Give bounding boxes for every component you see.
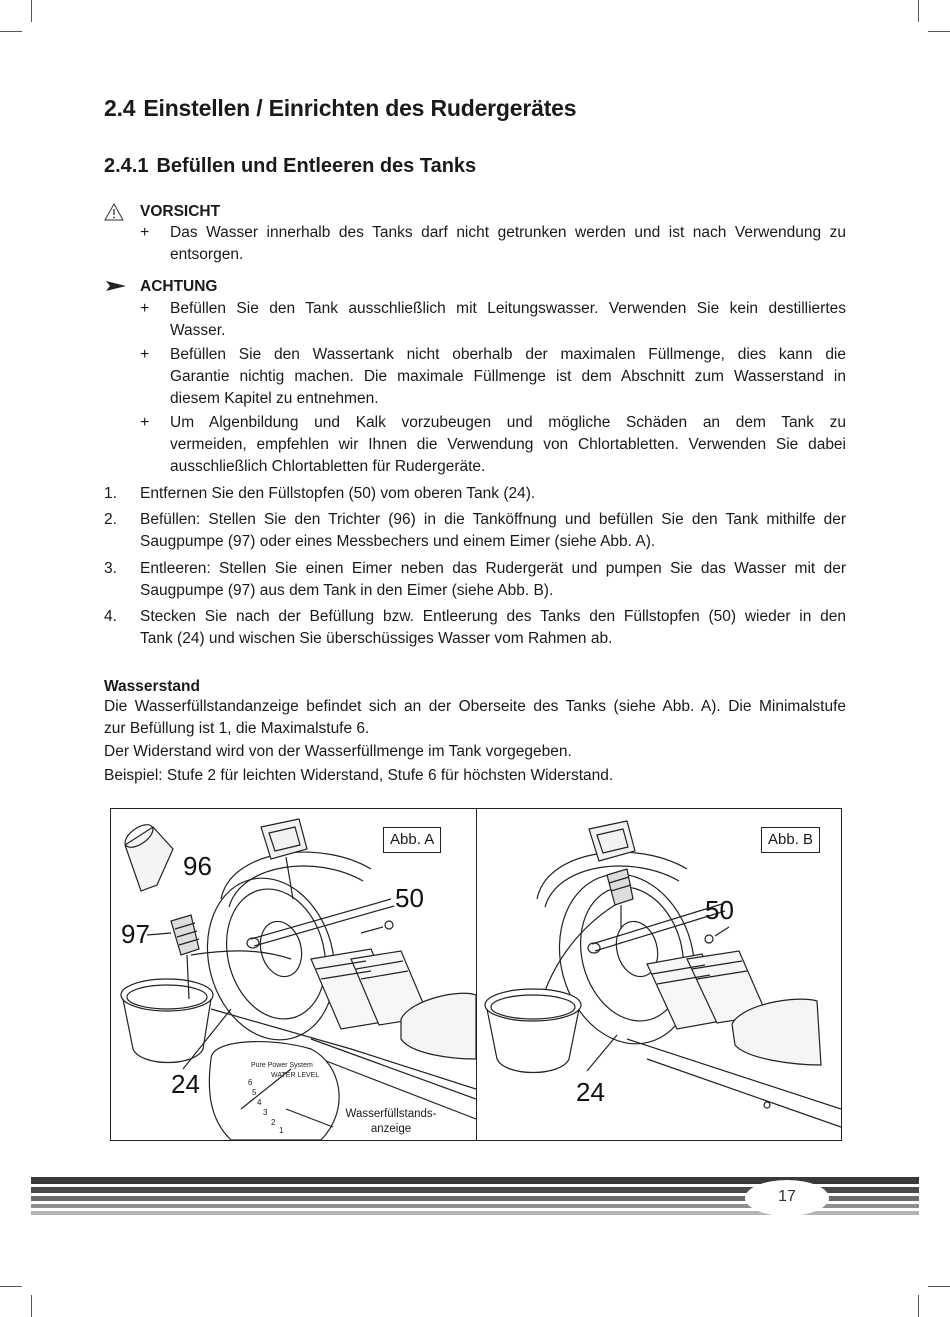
callout-funnel: 96: [183, 851, 212, 881]
svg-text:Pure Power System: Pure Power System: [251, 1062, 313, 1069]
caution-label: VORSICHT: [140, 203, 221, 220]
callout-tank: 24: [171, 1069, 200, 1099]
step-4-line-2: Tank (24) und wischen Sie überschüssiges Wasser vom Rahmen ab.: [140, 630, 613, 647]
inset-caption-line-1: Wasserfüllstands-: [345, 1108, 437, 1120]
inset-level: 6: [248, 1078, 253, 1087]
inset-level-numbers: [111, 809, 476, 1140]
inset-level: 3: [263, 1108, 268, 1117]
warning-triangle-icon: [104, 203, 124, 221]
inset-level: 4: [257, 1098, 262, 1107]
panel-b-illustration: [477, 809, 841, 1140]
inset-caption: [339, 1107, 443, 1137]
crop-mark: [918, 1295, 919, 1317]
attention-label: ACHTUNG: [140, 278, 218, 295]
step-3-line-2: Saugpumpe (97) aus dem Tank in den Eimer (siehe Abb. B).: [140, 582, 554, 599]
inset-level: 1: [279, 1126, 284, 1135]
callout-plug: 50: [395, 883, 424, 913]
page-number: 17: [745, 1180, 829, 1216]
attention-bullet-marker: +: [140, 300, 150, 317]
attention-item-2-line-1: Befüllen Sie den Wassertank nicht oberhalb der maximalen Füllmenge, dies kann die: [170, 346, 846, 363]
crop-mark: [0, 31, 22, 32]
caution-item-1-line-2: entsorgen.: [170, 246, 244, 263]
attention-item-1-line-1: Befüllen Sie den Tank ausschließlich mit Leitungswasser. Verwenden Sie kein destilliertes: [170, 300, 846, 317]
water-level-title: Wasserstand: [104, 678, 200, 695]
inset-caption-line-2: anzeige: [370, 1123, 412, 1135]
attention-bullet-marker: +: [140, 346, 150, 363]
inset-level: 2: [271, 1118, 276, 1127]
crop-mark: [928, 1286, 950, 1287]
water-level-line-2: zur Befüllung ist 1, die Maximalstufe 6.: [104, 720, 370, 737]
figure-label-abb-b: Abb. B: [761, 827, 820, 853]
crop-mark: [31, 1295, 32, 1317]
attention-item-1-line-2: Wasser.: [170, 322, 226, 339]
step-number: 3.: [104, 560, 117, 577]
step-4-line-1: Stecken Sie nach der Befüllung bzw. Entleerung des Tanks den Füllstopfen (50) wieder in den: [140, 608, 846, 625]
water-level-line-1: Die Wasserfüllstandanzeige befindet sich an der Oberseite des Tanks (siehe Abb. A). Die Minimalstufe: [104, 698, 846, 715]
attention-item-3-line-1: Um Algenbildung und Kalk vorzubeugen und mögliche Schäden an dem Tank zu: [170, 414, 846, 431]
subsection-number: 2.4.1: [104, 155, 149, 177]
subsection-title: Befüllen und Entleeren des Tanks: [156, 155, 477, 177]
figure-label-abb-a: Abb. A: [383, 827, 441, 853]
step-2-line-1: Befüllen: Stellen Sie den Trichter (96) in die Tanköffnung und befüllen Sie den Tank mithilfe der: [140, 511, 846, 528]
step-2-line-2: Saugpumpe (97) oder eines Messbechers und einem Eimer (siehe Abb. A).: [140, 533, 656, 550]
inset-level: 5: [252, 1088, 257, 1097]
attention-item-2-line-3: diesem Kapitel zu entnehmen.: [170, 390, 379, 407]
caution-item-1-line-1: Das Wasser innerhalb des Tanks darf nicht getrunken werden und ist nach Verwendung zu: [170, 224, 846, 241]
step-1-line-1: Entfernen Sie den Füllstopfen (50) vom oberen Tank (24).: [140, 485, 536, 502]
step-number: 2.: [104, 511, 117, 528]
step-3-line-1: Entleeren: Stellen Sie einen Eimer neben das Rudergerät und pumpen Sie das Wasser mit der: [140, 560, 846, 577]
attention-item-2-line-2: Garantie nichtig machen. Die maximale Füllmenge ist dem Abschnitt zum Wasserstand in: [170, 368, 846, 385]
attention-item-3-line-3: ausschließlich Chlortabletten für Rudergeräte.: [170, 458, 486, 475]
section-heading: [104, 95, 576, 122]
svg-text:WATER LEVEL: WATER LEVEL: [271, 1072, 320, 1079]
water-level-line-4: Beispiel: Stufe 2 für leichten Widerstand, Stufe 6 für höchsten Widerstand.: [104, 767, 614, 784]
crop-mark: [928, 31, 950, 32]
attention-bullet-marker: +: [140, 414, 150, 431]
crop-mark: [918, 0, 919, 22]
illustration-figure: [110, 808, 842, 1141]
step-number: 4.: [104, 608, 117, 625]
caution-bullet-marker: +: [140, 224, 150, 241]
water-level-line-3: Der Widerstand wird von der Wasserfüllmenge im Tank vorgegeben.: [104, 743, 572, 760]
subsection-heading: [104, 155, 476, 178]
section-title: Einstellen / Einrichten des Rudergerätes: [143, 95, 577, 121]
callout-tank-b: 24: [576, 1077, 605, 1107]
arrow-pointer-icon: [106, 281, 126, 291]
crop-mark: [0, 1286, 22, 1287]
section-number: 2.4: [104, 95, 136, 121]
callout-plug-b: 50: [705, 895, 734, 925]
callout-pump: 97: [121, 919, 150, 949]
crop-mark: [31, 0, 32, 22]
attention-item-3-line-2: vermeiden, empfehlen wir Ihnen die Verwendung von Chlortabletten. Verwenden Sie dabei: [170, 436, 846, 453]
step-number: 1.: [104, 485, 117, 502]
